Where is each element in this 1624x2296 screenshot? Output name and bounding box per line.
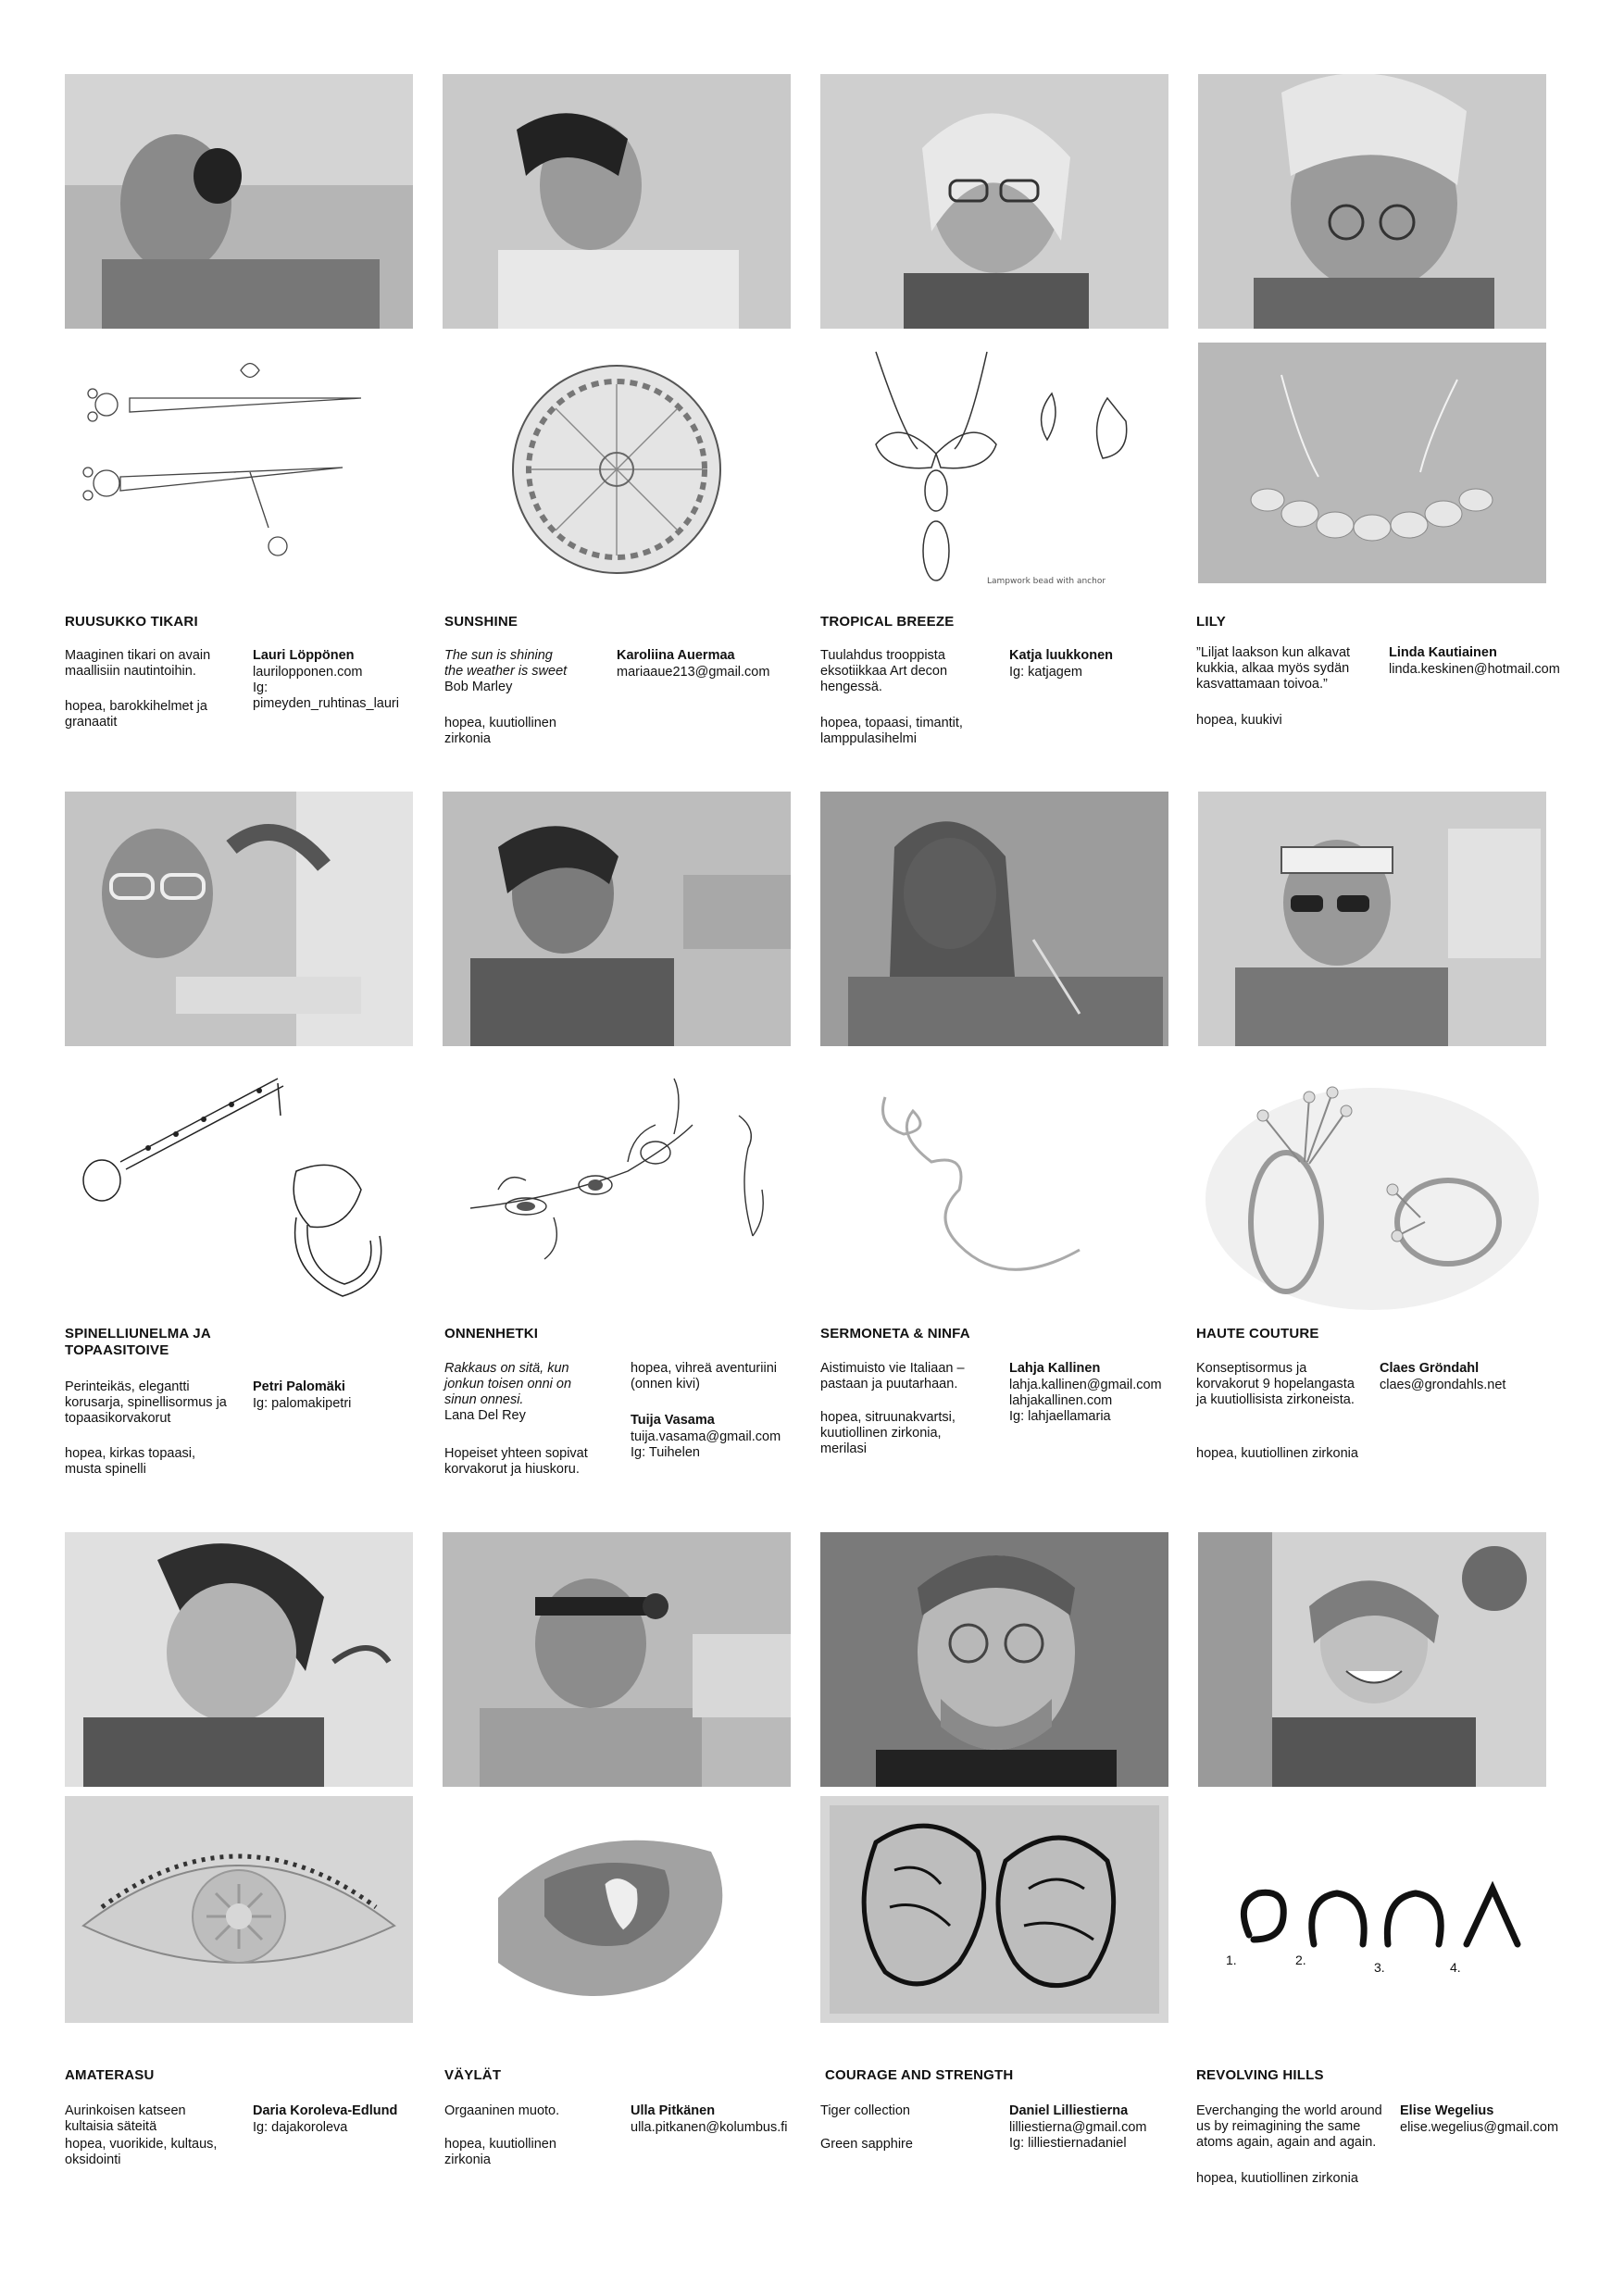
tiger-carving <box>820 1796 1168 2023</box>
portrait-photo-headlamp <box>443 1532 791 1787</box>
entry-description: Konseptisormus ja korvakorut 9 hopelangasta ja kuutiollisista zirkoneista. <box>1196 1361 1355 1407</box>
rings-render <box>1198 1060 1546 1315</box>
entry-title: HAUTE COUTURE <box>1196 1326 1319 1341</box>
rings-render-icon <box>1198 1060 1546 1315</box>
arcs-sequence <box>1198 1796 1546 2023</box>
portrait-photo-soldering <box>820 792 1168 1046</box>
entry-author: Petri Palomäki <box>253 1379 345 1394</box>
pendant-earrings-sketch-icon <box>820 343 1168 597</box>
entry-materials: hopea, kuutiollinen zirkonia <box>444 716 556 746</box>
entry-author: Elise Wegelius <box>1400 2103 1494 2118</box>
entry-description: Everchanging the world around us by reimagining the same atoms again, again and again. <box>1196 2103 1382 2150</box>
entry-title: REVOLVING HILLS <box>1196 2067 1324 2083</box>
entry-materials: hopea, kirkas topaasi, musta spinelli <box>65 1446 196 1477</box>
portrait-photo-laughing <box>1198 1532 1546 1787</box>
entry-description: Aurinkoisen katseen kultaisia säteitä <box>65 2103 186 2134</box>
tropical-note: Lampwork bead with anchor <box>987 577 1106 586</box>
arc-number-4: 4. <box>1450 1960 1461 1975</box>
entry-author: Tuija Vasama <box>631 1413 715 1428</box>
entry-title: ONNENHETKI <box>444 1326 539 1341</box>
entry-contact: lilliestierna@gmail.com Ig: lilliestiernadaniel <box>1009 2120 1147 2151</box>
swirl-line-sketch-icon <box>820 1060 1168 1315</box>
portrait-photo-glasses <box>820 74 1168 329</box>
entry-author: Karoliina Auermaa <box>617 648 735 663</box>
portrait-photo-filing-icon <box>443 792 791 1046</box>
entry-author: Lahja Kallinen <box>1009 1361 1101 1376</box>
entry-description: Aistimuisto vie Italiaan – pastaan ja puutarhaan. <box>820 1361 965 1391</box>
portrait-photo-profile-icon <box>65 1532 413 1787</box>
entry-title: VÄYLÄT <box>444 2067 502 2083</box>
entry-quote-author: Bob Marley <box>444 680 513 694</box>
graphite-texture-icon <box>443 1796 791 2023</box>
pendant-earrings-sketch <box>820 343 1168 597</box>
portrait-photo-visor <box>1198 792 1546 1046</box>
portrait-photo-smile-icon <box>820 1532 1168 1787</box>
entry-description: ”Liljat laakson kun alkavat kukkia, alkaa myös sydän kasvattamaan toivoa.” <box>1196 645 1351 692</box>
portrait-photo-scarf <box>443 74 791 329</box>
entry-author: Daria Koroleva-Edlund <box>253 2103 398 2118</box>
entry-title: SERMONETA & NINFA <box>820 1326 970 1341</box>
entry-contact: lahja.kallinen@gmail.com lahjakallinen.com Ig: lahjaellamaria <box>1009 1378 1162 1424</box>
portrait-photo-workbench <box>65 792 413 1046</box>
entry-author: Claes Gröndahl <box>1380 1361 1480 1376</box>
lily-necklace-sketch <box>1198 343 1546 583</box>
sun-brooch-sketch-icon <box>443 343 791 597</box>
portrait-photo-filing <box>443 792 791 1046</box>
entry-title: SPINELLIUNELMA JA TOPAASITOIVE <box>65 1326 211 1358</box>
eye-brooch <box>65 1796 413 2023</box>
entry-materials: hopea, kuukivi <box>1196 713 1282 728</box>
entry-author: Katja luukkonen <box>1009 648 1113 663</box>
entry-materials: hopea, kuutiollinen zirkonia <box>1196 2171 1358 2186</box>
portrait-photo-headphones-icon <box>65 74 413 329</box>
portrait-photo-glasses-icon <box>820 74 1168 329</box>
entry-materials: hopea, kuutiollinen zirkonia <box>1196 1446 1358 1461</box>
graphite-texture <box>443 1796 791 2023</box>
entry-description: Orgaaninen muoto. <box>444 2103 560 2118</box>
entry-title: RUUSUKKO TIKARI <box>65 614 198 630</box>
entry-description: Hopeiset yhteen sopivat korvakorut ja hiuskoru. <box>444 1446 588 1477</box>
portrait-photo-scarf-icon <box>443 74 791 329</box>
tiger-carving-icon <box>820 1796 1168 2023</box>
entry-materials: hopea, topaasi, timantit, lamppulasihelmi <box>820 716 963 746</box>
dagger-sketch <box>65 343 413 597</box>
portrait-photo-workbench-icon <box>65 792 413 1046</box>
entry-materials: hopea, barokkihelmet ja granaatit <box>65 699 207 730</box>
entry-description: Tuulahdus trooppista eksotiikkaa Art decon hengessä. <box>820 648 948 694</box>
ring-earring-sketch <box>65 1060 413 1315</box>
entry-quote-author: Lana Del Rey <box>444 1408 526 1423</box>
arc-number-1: 1. <box>1226 1953 1237 1967</box>
dagger-sketch-icon <box>65 343 413 597</box>
entry-materials: hopea, sitruunakvartsi, kuutiollinen zirkonia, merilasi <box>820 1410 956 1456</box>
entry-contact: Ig: palomakipetri <box>253 1396 352 1411</box>
entry-contact: Ig: dajakoroleva <box>253 2120 348 2135</box>
entry-contact: linda.keskinen@hotmail.com <box>1389 662 1560 677</box>
entry-contact: elise.wegelius@gmail.com <box>1400 2120 1559 2135</box>
portrait-photo-laughing-icon <box>1198 1532 1546 1787</box>
portrait-photo-blowpipe-icon <box>1198 74 1546 329</box>
portrait-photo-headlamp-icon <box>443 1532 791 1787</box>
leaf-hairpiece-sketch-icon <box>443 1060 791 1315</box>
entry-contact: tuija.vasama@gmail.com Ig: Tuihelen <box>631 1429 781 1460</box>
portrait-photo-visor-icon <box>1198 792 1546 1046</box>
leaf-hairpiece-sketch <box>443 1060 791 1315</box>
lily-necklace-sketch-icon <box>1198 343 1546 583</box>
swirl-line-sketch <box>820 1060 1168 1315</box>
entry-description: Maaginen tikari on avain maallisiin nautintoihin. <box>65 648 211 679</box>
entry-contact: ulla.pitkanen@kolumbus.fi <box>631 2120 788 2135</box>
entry-materials: hopea, vihreä aventuriini (onnen kivi) <box>631 1361 777 1391</box>
arc-number-3: 3. <box>1374 1960 1385 1975</box>
entry-materials: hopea, vuorikide, kultaus, oksidointi <box>65 2137 218 2167</box>
entry-contact: laurilopponen.com Ig: pimeyden_ruhtinas_lauri <box>253 665 399 711</box>
entry-quote: Rakkaus on sitä, kun jonkun toisen onni on sinun onnesi. <box>444 1361 572 1407</box>
portrait-photo-blowpipe <box>1198 74 1546 329</box>
entry-contact: claes@grondahls.net <box>1380 1378 1506 1392</box>
entry-materials: Green sapphire <box>820 2137 913 2152</box>
eye-brooch-icon <box>65 1796 413 2023</box>
entry-title: TROPICAL BREEZE <box>820 614 955 630</box>
sun-brooch-sketch <box>443 343 791 597</box>
entry-title: LILY <box>1196 614 1226 630</box>
entry-quote: The sun is shining the weather is sweet <box>444 648 568 679</box>
portrait-photo-headphones <box>65 74 413 329</box>
portrait-photo-profile <box>65 1532 413 1787</box>
entry-author: Linda Kautiainen <box>1389 645 1497 660</box>
entry-author: Lauri Löppönen <box>253 648 355 663</box>
arcs-sequence-icon <box>1198 1796 1546 2023</box>
arc-number-2: 2. <box>1295 1953 1306 1967</box>
entry-author: Ulla Pitkänen <box>631 2103 716 2118</box>
entry-author: Daniel Lilliestierna <box>1009 2103 1129 2118</box>
entry-contact: mariaaue213@gmail.com <box>617 665 770 680</box>
entry-title: SUNSHINE <box>444 614 518 630</box>
entry-materials: hopea, kuutiollinen zirkonia <box>444 2137 556 2167</box>
portrait-photo-smile <box>820 1532 1168 1787</box>
entry-title: COURAGE AND STRENGTH <box>825 2067 1014 2083</box>
entry-contact: Ig: katjagem <box>1009 665 1082 680</box>
ring-earring-sketch-icon <box>65 1060 413 1315</box>
entry-description: Tiger collection <box>820 2103 910 2118</box>
entry-description: Perinteikäs, elegantti korusarja, spinellisormus ja topaasikorvakorut <box>65 1379 227 1426</box>
portrait-photo-soldering-icon <box>820 792 1168 1046</box>
entry-title: AMATERASU <box>65 2067 155 2083</box>
